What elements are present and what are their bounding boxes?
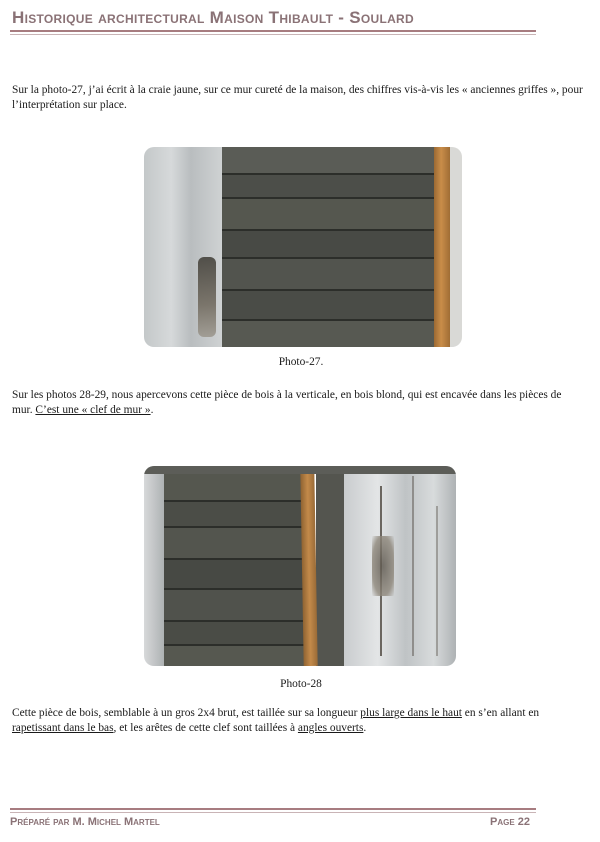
paragraph-photos-28-29-end: . xyxy=(150,404,154,416)
clef-desc-part2: en s’en allant en xyxy=(461,707,540,719)
header-rule xyxy=(10,30,536,35)
clef-desc-part4: . xyxy=(363,722,367,734)
clef-desc-underline-3: angles ouverts xyxy=(297,722,364,734)
footer-page-number: Page 22 xyxy=(490,816,530,828)
clef-desc-part3: , et les arêtes de cette clef sont taillées à xyxy=(113,722,298,734)
document-title: Historique architectural Maison Thibault - Soulard xyxy=(12,8,414,27)
footer-rule xyxy=(10,808,536,813)
clef-desc-underline-1: plus large dans le haut xyxy=(360,707,462,719)
clef-de-mur-link[interactable]: C’est une « clef de mur » xyxy=(35,404,151,416)
clef-desc-part1: Cette pièce de bois, semblable à un gros 2x4 brut, est taillée sur sa longueur xyxy=(12,707,361,719)
photo-27-caption: Photo-27. xyxy=(278,356,324,368)
paragraph-photos-28-29 xyxy=(12,388,584,418)
paragraph-photos-28-29-text: Sur les photos 28-29, nous apercevons cette pièce de bois à la verticale, en bois blond, qui est encavée dans les pièces de mur. xyxy=(12,389,562,416)
photo-27-wall-image xyxy=(144,147,462,347)
paragraph-photo27-intro: Sur la photo-27, j’ai écrit à la craie jaune, sur ce mur cureté de la maison, des chiffres vis-à-vis les « anciennes griffes », pour l’interprétation sur place. xyxy=(12,84,583,111)
footer-author: Préparé par M. Michel Martel xyxy=(10,816,160,828)
photo-28-wall-image xyxy=(144,466,456,666)
photo-28-caption: Photo-28 xyxy=(280,678,322,690)
paragraph-clef-description xyxy=(12,706,584,736)
clef-desc-underline-2: rapetissant dans le bas xyxy=(12,722,114,734)
